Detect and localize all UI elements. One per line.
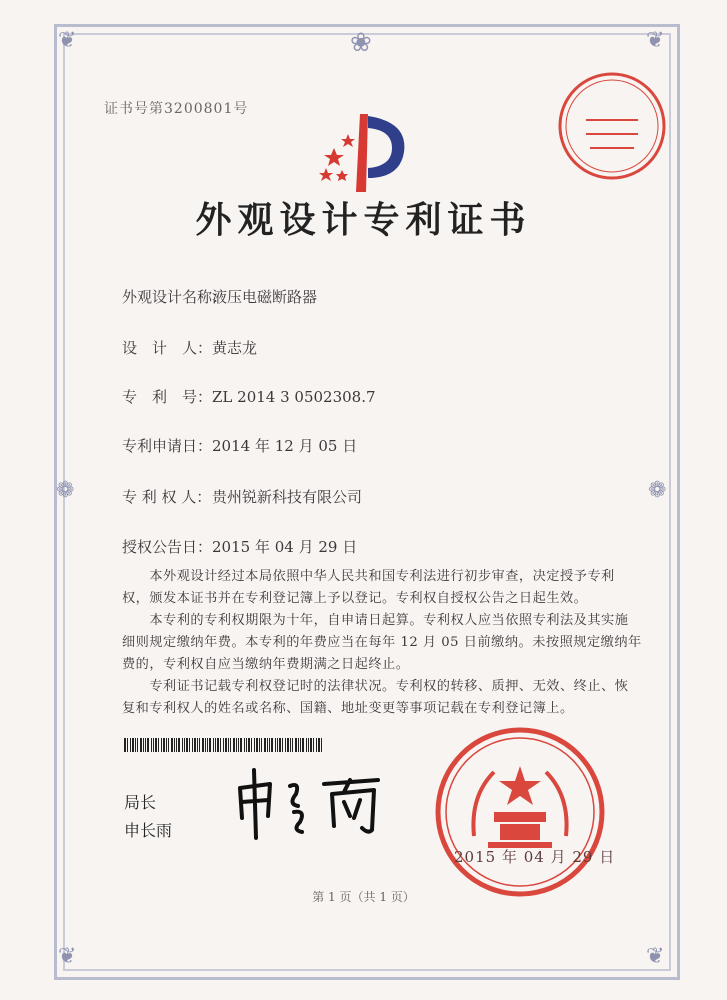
- page-number: 第 1 页（共 1 页）: [312, 890, 415, 904]
- barcode-bar: [166, 738, 167, 752]
- barcode-bar: [313, 738, 314, 752]
- barcode: [124, 738, 324, 752]
- barcode-bar: [298, 738, 299, 752]
- barcode-bar: [192, 738, 193, 752]
- barcode-bar: [223, 738, 224, 752]
- barcode-bar: [292, 738, 293, 752]
- state-ip-office-seal: [434, 726, 606, 898]
- field-value: 贵州锐新科技有限公司: [212, 488, 363, 506]
- logo-star-4: [336, 170, 348, 181]
- certificate-number-value: 3200801: [164, 101, 234, 117]
- barcode-bar: [264, 738, 266, 752]
- certificate-body-text: [122, 566, 642, 720]
- certificate-number-label: 证书号第: [104, 101, 164, 117]
- barcode-bar: [282, 738, 283, 752]
- field-label: 外观设计名称：: [122, 288, 228, 306]
- barcode-bar: [155, 738, 157, 752]
- field-grant-date: [122, 536, 357, 557]
- barcode-bar: [318, 738, 320, 752]
- director-name: 申长雨: [124, 821, 173, 840]
- barcode-bar: [194, 738, 196, 752]
- barcode-bar: [310, 738, 312, 752]
- barcode-bar: [267, 738, 268, 752]
- barcode-bar: [246, 738, 247, 752]
- barcode-bar: [259, 738, 260, 752]
- barcode-bar: [236, 738, 237, 752]
- barcode-bar: [240, 738, 242, 752]
- barcode-bar: [287, 738, 289, 752]
- barcode-bar: [279, 738, 281, 752]
- barcode-bar: [248, 738, 250, 752]
- body-paragraph-1: 本外观设计经过本局依照中华人民共和国专利法进行初步审查，决定授予专利权，颁发本证书并在专利登记簿上予以登记。专利权自授权公告之日起生效。: [122, 569, 615, 606]
- ornament-top-center: ❀: [350, 28, 372, 58]
- barcode-bar: [302, 738, 304, 752]
- barcode-bar: [205, 738, 206, 752]
- barcode-bar: [168, 738, 169, 752]
- field-designer: [122, 337, 257, 358]
- barcode-bar: [124, 738, 126, 752]
- barcode-bar: [171, 738, 173, 752]
- ornament-top-left: ❦: [58, 28, 77, 53]
- barcode-bar: [161, 738, 162, 752]
- barcode-bar: [145, 738, 146, 752]
- barcode-bar: [316, 738, 317, 752]
- barcode-bar: [140, 738, 142, 752]
- logo-red-blade: [356, 114, 368, 192]
- barcode-bar: [244, 738, 245, 752]
- barcode-bar: [213, 738, 214, 752]
- barcode-bar: [207, 738, 208, 752]
- field-value: 液压电磁断路器: [212, 288, 318, 306]
- field-label: 专利申请日：: [122, 437, 213, 455]
- barcode-bar: [199, 738, 200, 752]
- ornament-left-middle: ❁: [56, 478, 75, 503]
- barcode-bar: [269, 738, 270, 752]
- seal-star: [499, 766, 541, 805]
- barcode-bar: [321, 738, 322, 752]
- ornament-top-right: ❦: [646, 28, 665, 53]
- logo-blue-p: [368, 116, 404, 178]
- barcode-bar: [238, 738, 239, 752]
- certificate-title: 外观设计专利证书: [195, 199, 532, 241]
- logo-star-1: [324, 148, 344, 166]
- barcode-bar: [132, 738, 134, 752]
- barcode-bar: [254, 738, 255, 752]
- certificate-number: [104, 98, 248, 118]
- logo-star-3: [319, 168, 333, 181]
- barcode-bar: [151, 738, 152, 752]
- barcode-bar: [158, 738, 159, 752]
- barcode-bar: [295, 738, 297, 752]
- field-patent-number: [122, 386, 376, 407]
- seal-date: 2015 年 04 月 29 日: [454, 848, 616, 866]
- barcode-bar: [256, 738, 258, 752]
- ornament-bottom-right: ❦: [646, 944, 665, 969]
- barcode-bar: [197, 738, 198, 752]
- barcode-bar: [290, 738, 291, 752]
- barcode-bar: [230, 738, 231, 752]
- field-patentee: [122, 486, 362, 507]
- barcode-bar: [308, 738, 309, 752]
- barcode-bar: [209, 738, 211, 752]
- barcode-bar: [225, 738, 227, 752]
- barcode-bar: [163, 738, 165, 752]
- barcode-bar: [202, 738, 204, 752]
- barcode-bar: [285, 738, 286, 752]
- barcode-bar: [251, 738, 252, 752]
- ornament-right-middle: ❁: [648, 478, 667, 503]
- barcode-bar: [275, 738, 276, 752]
- barcode-bar: [186, 738, 188, 752]
- barcode-bar: [233, 738, 235, 752]
- barcode-bar: [127, 738, 128, 752]
- barcode-bar: [153, 738, 154, 752]
- field-application-date: [122, 435, 357, 456]
- barcode-bar: [176, 738, 177, 752]
- barcode-bar: [147, 738, 149, 752]
- barcode-bar: [215, 738, 216, 752]
- barcode-bar: [277, 738, 278, 752]
- field-label: 专 利 号：: [122, 388, 213, 406]
- barcode-bar: [300, 738, 301, 752]
- barcode-bar: [271, 738, 273, 752]
- ornament-bottom-left: ❦: [58, 944, 77, 969]
- barcode-bar: [306, 738, 307, 752]
- field-label: 授权公告日：: [122, 538, 213, 556]
- body-paragraph-3: 专利证书记载专利权登记时的法律状况。专利权的转移、质押、无效、终止、恢复和专利权人的姓名或名称、国籍、地址变更等事项记载在专利登记簿上。: [122, 679, 629, 716]
- barcode-bar: [220, 738, 221, 752]
- field-value: 2014 年 12 月 05 日: [212, 437, 358, 455]
- field-value: 黄志龙: [212, 339, 258, 357]
- patent-office-logo: [316, 108, 416, 198]
- certificate-number-suffix: 号: [233, 101, 249, 117]
- field-label: 专 利 权 人：: [122, 488, 212, 506]
- body-paragraph-2: 本专利的专利权期限为十年，自申请日起算。专利权人应当依照专利法及其实施细则规定缴纳年费。本专利的年费应当在每年 12 月 05 日前缴纳。未按照规定缴纳年费的，专利权自应当缴纳年费期满之日起终止。: [122, 613, 642, 672]
- barcode-bar: [184, 738, 185, 752]
- agency-stamp: [556, 70, 668, 182]
- field-label: 设 计 人：: [122, 339, 213, 357]
- logo-star-2: [341, 134, 355, 147]
- barcode-bar: [137, 738, 138, 752]
- barcode-bar: [228, 738, 229, 752]
- barcode-bar: [217, 738, 219, 752]
- barcode-bar: [143, 738, 144, 752]
- field-value: 2015 年 04 月 29 日: [212, 538, 358, 556]
- barcode-bar: [174, 738, 175, 752]
- barcode-bar: [130, 738, 131, 752]
- director-title: 局长: [124, 793, 157, 812]
- director-signature: [228, 760, 388, 840]
- barcode-bar: [261, 738, 262, 752]
- field-value: ZL 2014 3 0502308.7: [212, 388, 376, 406]
- barcode-bar: [189, 738, 190, 752]
- barcode-bar: [182, 738, 183, 752]
- barcode-bar: [178, 738, 180, 752]
- barcode-bar: [135, 738, 136, 752]
- field-design-name: [122, 286, 317, 307]
